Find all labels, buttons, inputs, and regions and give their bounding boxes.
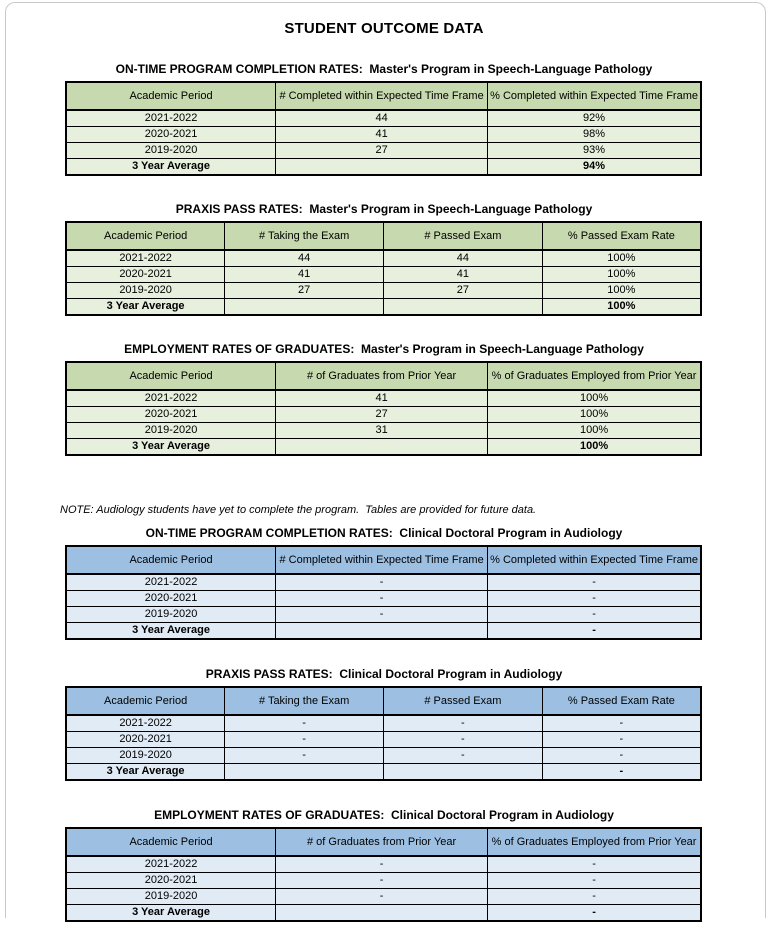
data-cell: 44: [276, 110, 488, 127]
row-label: 2019-2020: [66, 423, 276, 439]
data-cell: -: [225, 715, 384, 732]
row-label: 2020-2021: [66, 732, 225, 748]
data-cell: -: [225, 732, 384, 748]
data-cell: 44: [225, 250, 384, 267]
row-label: 2020-2021: [66, 873, 276, 889]
table-row: [66, 732, 701, 748]
column-header: Academic Period: [66, 82, 276, 110]
table-title-slp-praxis: PRAXIS PASS RATES: Master's Program in Speech-Language Pathology: [175, 202, 593, 216]
data-cell: 93%: [488, 143, 701, 159]
average-cell: [225, 299, 384, 316]
average-cell: 100%: [542, 299, 701, 316]
table-row: [66, 390, 701, 407]
average-cell: [225, 764, 384, 781]
table-row: [66, 889, 701, 905]
average-label: 3 Year Average: [66, 764, 225, 781]
average-cell: 100%: [488, 439, 701, 456]
average-row: [66, 623, 701, 640]
data-cell: -: [276, 607, 488, 623]
table-row: [66, 856, 701, 873]
data-cell: 27: [276, 407, 488, 423]
average-cell: -: [488, 623, 701, 640]
data-cell: 27: [276, 143, 488, 159]
column-header: # Completed within Expected Time Frame: [276, 82, 488, 110]
average-cell: 94%: [488, 159, 701, 176]
data-cell: -: [276, 574, 488, 591]
average-row: [66, 439, 701, 456]
average-cell: [276, 439, 488, 456]
table-row: [66, 423, 701, 439]
average-cell: -: [488, 905, 701, 922]
table-row: [66, 407, 701, 423]
column-header: # Taking the Exam: [225, 222, 384, 250]
data-cell: -: [276, 856, 488, 873]
data-cell: -: [542, 748, 701, 764]
table-row: [66, 127, 701, 143]
average-cell: [276, 159, 488, 176]
table-row: [66, 283, 701, 299]
data-cell: -: [276, 873, 488, 889]
header-row: [66, 828, 701, 856]
data-cell: 44: [384, 250, 543, 267]
page-title: STUDENT OUTCOME DATA: [284, 20, 484, 37]
data-cell: -: [488, 607, 701, 623]
average-label: 3 Year Average: [66, 299, 225, 316]
column-header: # Completed within Expected Time Frame: [276, 546, 488, 574]
data-cell: -: [488, 574, 701, 591]
column-header: Academic Period: [66, 222, 225, 250]
row-label: 2021-2022: [66, 110, 276, 127]
row-label: 2021-2022: [66, 250, 225, 267]
column-header: % Completed within Expected Time Frame: [488, 82, 701, 110]
average-label: 3 Year Average: [66, 623, 276, 640]
column-header: # Passed Exam: [384, 687, 543, 715]
row-label: 2020-2021: [66, 407, 276, 423]
row-label: 2020-2021: [66, 127, 276, 143]
row-label: 2020-2021: [66, 267, 225, 283]
table-title-aud-praxis: PRAXIS PASS RATES: Clinical Doctoral Program in Audiology: [205, 667, 563, 681]
table-section-slp-praxis: [0, 202, 768, 316]
average-row: [66, 905, 701, 922]
table-row: [66, 591, 701, 607]
column-header: # of Graduates from Prior Year: [276, 828, 488, 856]
table-row: [66, 143, 701, 159]
data-cell: -: [488, 873, 701, 889]
average-row: [66, 299, 701, 316]
average-row: [66, 159, 701, 176]
data-table-slp-praxis: [65, 221, 702, 316]
average-cell: [276, 905, 488, 922]
column-header: % Passed Exam Rate: [542, 222, 701, 250]
data-cell: -: [488, 591, 701, 607]
data-cell: 41: [225, 267, 384, 283]
table-row: [66, 873, 701, 889]
row-label: 2020-2021: [66, 591, 276, 607]
table-row: [66, 267, 701, 283]
data-table-aud-employment: [65, 827, 702, 922]
average-cell: [384, 299, 543, 316]
data-cell: -: [384, 732, 543, 748]
data-cell: -: [488, 856, 701, 873]
column-header: # of Graduates from Prior Year: [276, 362, 488, 390]
data-cell: 41: [276, 390, 488, 407]
data-cell: -: [276, 591, 488, 607]
column-header: % Completed within Expected Time Frame: [488, 546, 701, 574]
column-header: # Passed Exam: [384, 222, 543, 250]
audiology-note: NOTE: Audiology students have yet to complete the program. Tables are provided for future data.: [60, 504, 537, 516]
data-cell: 31: [276, 423, 488, 439]
data-cell: 100%: [542, 250, 701, 267]
data-cell: -: [542, 732, 701, 748]
average-cell: [384, 764, 543, 781]
header-row: [66, 546, 701, 574]
data-cell: 41: [276, 127, 488, 143]
row-label: 2021-2022: [66, 856, 276, 873]
header-row: [66, 222, 701, 250]
data-cell: 100%: [488, 407, 701, 423]
data-cell: 98%: [488, 127, 701, 143]
table-row: [66, 715, 701, 732]
table-section-slp-completion: [0, 62, 768, 176]
table-row: [66, 748, 701, 764]
average-label: 3 Year Average: [66, 159, 276, 176]
table-section-aud-praxis: [0, 667, 768, 781]
header-row: [66, 687, 701, 715]
average-row: [66, 764, 701, 781]
column-header: Academic Period: [66, 362, 276, 390]
average-label: 3 Year Average: [66, 905, 276, 922]
column-header: Academic Period: [66, 687, 225, 715]
row-label: 2021-2022: [66, 574, 276, 591]
table-section-slp-employment: [0, 342, 768, 456]
data-table-aud-praxis: [65, 686, 702, 781]
data-cell: 100%: [488, 390, 701, 407]
header-row: [66, 362, 701, 390]
data-cell: 27: [225, 283, 384, 299]
data-cell: -: [276, 889, 488, 905]
data-cell: 27: [384, 283, 543, 299]
data-cell: 100%: [488, 423, 701, 439]
row-label: 2019-2020: [66, 889, 276, 905]
table-section-aud-employment: [0, 808, 768, 922]
data-cell: 41: [384, 267, 543, 283]
data-cell: -: [384, 748, 543, 764]
header-row: [66, 82, 701, 110]
column-header: # Taking the Exam: [225, 687, 384, 715]
row-label: 2019-2020: [66, 607, 276, 623]
average-label: 3 Year Average: [66, 439, 276, 456]
average-cell: -: [542, 764, 701, 781]
data-cell: 100%: [542, 267, 701, 283]
table-row: [66, 607, 701, 623]
table-row: [66, 250, 701, 267]
row-label: 2019-2020: [66, 283, 225, 299]
data-cell: -: [384, 715, 543, 732]
column-header: Academic Period: [66, 828, 276, 856]
table-title-slp-completion: ON-TIME PROGRAM COMPLETION RATES: Master's Program in Speech-Language Pathology: [115, 62, 653, 76]
table-title-slp-employment: EMPLOYMENT RATES OF GRADUATES: Master's Program in Speech-Language Pathology: [124, 342, 644, 356]
column-header: Academic Period: [66, 546, 276, 574]
row-label: 2019-2020: [66, 143, 276, 159]
data-cell: -: [542, 715, 701, 732]
data-table-slp-completion: [65, 81, 702, 176]
data-table-aud-completion: [65, 545, 702, 640]
row-label: 2021-2022: [66, 390, 276, 407]
audiology-tables-group: [0, 526, 768, 922]
table-title-aud-completion: ON-TIME PROGRAM COMPLETION RATES: Clinical Doctoral Program in Audiology: [145, 526, 623, 540]
data-cell: -: [488, 889, 701, 905]
table-title-aud-employment: EMPLOYMENT RATES OF GRADUATES: Clinical Doctoral Program in Audiology: [154, 808, 614, 822]
row-label: 2021-2022: [66, 715, 225, 732]
table-row: [66, 574, 701, 591]
table-section-aud-completion: [0, 526, 768, 640]
data-cell: 92%: [488, 110, 701, 127]
column-header: % of Graduates Employed from Prior Year: [488, 362, 701, 390]
data-cell: -: [225, 748, 384, 764]
table-row: [66, 110, 701, 127]
average-cell: [276, 623, 488, 640]
data-table-slp-employment: [65, 361, 702, 456]
column-header: % of Graduates Employed from Prior Year: [488, 828, 701, 856]
slp-tables-group: [0, 62, 768, 456]
data-cell: 100%: [542, 283, 701, 299]
row-label: 2019-2020: [66, 748, 225, 764]
column-header: % Passed Exam Rate: [542, 687, 701, 715]
